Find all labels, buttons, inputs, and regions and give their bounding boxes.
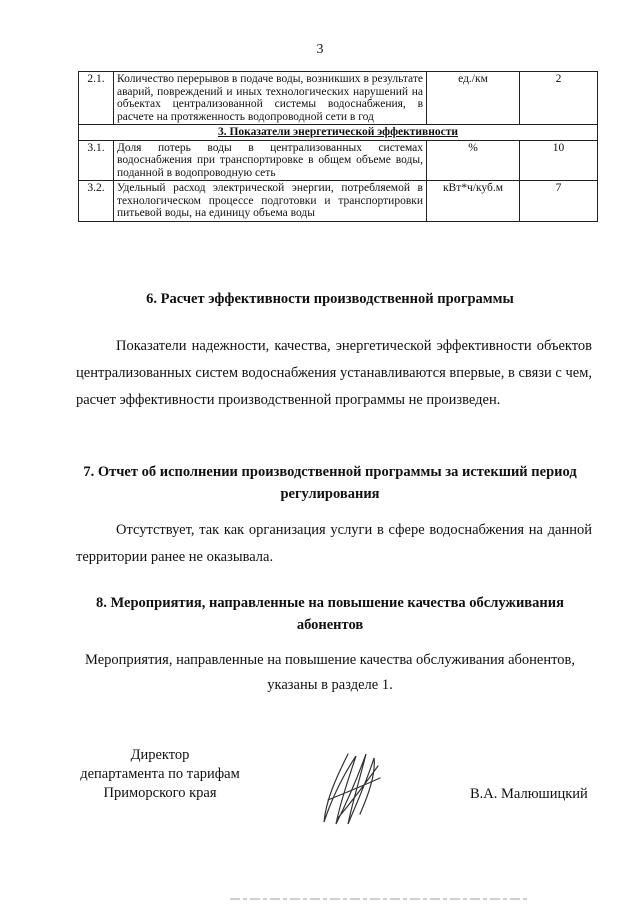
table-row (79, 181, 598, 222)
section-6-text-content: Показатели надежности, качества, энергетической эффективности объектов централизованных систем водоснабжения устанавливаются впервые, в связи с чем, расчет эффективности производственной программы не произведен. (76, 338, 592, 408)
signer-position-line-1: Директор (130, 747, 190, 763)
table-row (79, 72, 598, 125)
table-cell-indicator: Удельный расход электрической энергии, потребляемой в технологическом процессе подготовки и транспортировки питьевой воды, на единицу объема воды (114, 181, 427, 222)
section-7-text (76, 517, 592, 571)
table-group-title: 3. Показатели энергетической эффективности (79, 125, 598, 141)
table-cell-number: 3.1. (79, 140, 114, 181)
table-cell-value: 2 (520, 72, 598, 125)
table-cell-number: 3.2. (79, 181, 114, 222)
section-6-text (76, 333, 592, 414)
signer-name: В.А. Малюшицкий (470, 786, 588, 802)
table-cell-unit: кВт*ч/куб.м (427, 181, 520, 222)
indicators-table (78, 71, 598, 222)
table-cell-value: 10 (520, 140, 598, 181)
table-cell-indicator: Доля потерь воды в централизованных системах водоснабжения при транспортировке в общем объеме воды, поданной в водопроводную сеть (114, 140, 427, 181)
table-cell-unit: % (427, 140, 520, 181)
section-7-text-content: Отсутствует, так как организация услуги в сфере водоснабжения на данной территории ранее не оказывала. (76, 522, 592, 565)
section-7-heading: 7. Отчет об исполнении производственной программы за истекший период регулирования (83, 464, 577, 502)
table-cell-number: 2.1. (79, 72, 114, 125)
signer-position (60, 746, 260, 803)
table-row (79, 140, 598, 181)
table-cell-indicator: Количество перерывов в подаче воды, возникших в результате аварий, повреждений и иных технологических нарушений на объектах централизованной системы водоснабжения, в расчете на протяженность водопроводной сети в год (114, 72, 427, 125)
handwritten-signature (318, 748, 388, 828)
signer-position-line-3: Приморского края (103, 785, 217, 801)
section-6-heading: 6. Расчет эффективности производственной программы (146, 291, 514, 307)
table-cell-unit: ед./км (427, 72, 520, 125)
table-cell-value: 7 (520, 181, 598, 222)
section-8-line-1: Мероприятия, направленные на повышение качества обслуживания абонентов, (85, 652, 575, 668)
indicators-table-body (79, 72, 598, 222)
section-8-line-2: указаны в разделе 1. (267, 677, 393, 693)
electronic-stamp-footer (230, 897, 530, 901)
page-number: 3 (316, 42, 324, 57)
signer-position-line-2: департамента по тарифам (80, 766, 240, 782)
table-group-row (79, 125, 598, 141)
section-8-heading: 8. Мероприятия, направленные на повышение качества обслуживания абонентов (96, 595, 564, 633)
